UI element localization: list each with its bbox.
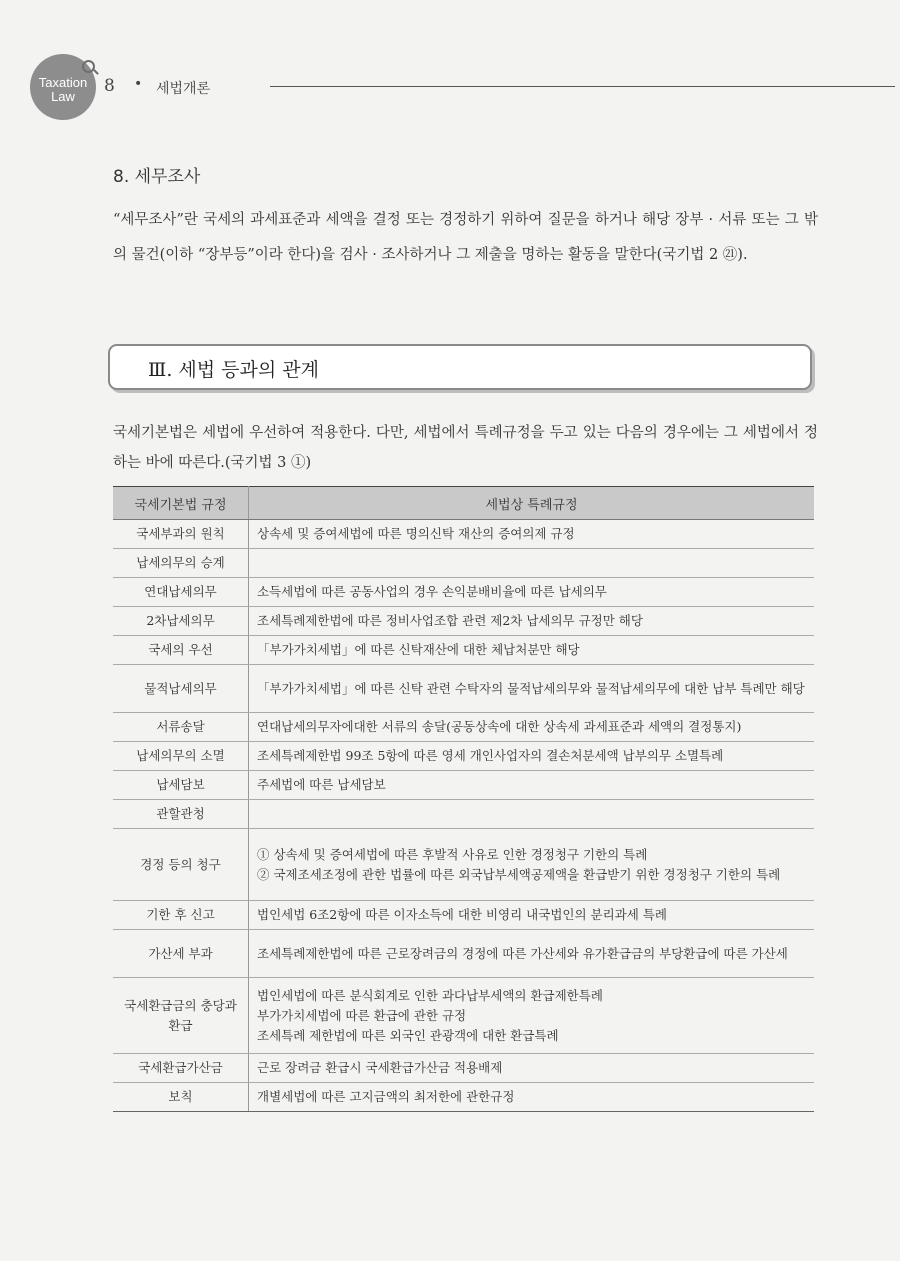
special-rule-line: 조세특례 제한법에 따른 외국인 관광객에 대한 환급특례 [257,1027,559,1043]
special-rule-line: 「부가가치세법」에 따른 신탁 관련 수탁자의 물적납세의무와 물적납세의무에 대한 납부 특례만 해당 [257,680,805,696]
table-row [113,742,814,771]
special-rule-cell [249,665,815,713]
special-rule-line: 개별세법에 따른 고지금액의 최저한에 관한규정 [257,1089,515,1104]
special-rule-cell [249,901,815,930]
section-3-paragraph: 국세기본법은 세법에 우선하여 적용한다. 다만, 세법에서 특례규정을 두고 있는 다음의 경우에는 그 세법에서 정하는 바에 따른다.(국기법 3 ①) [113,425,818,471]
table-row [113,829,814,901]
table-row [113,1054,814,1083]
basic-law-rule-cell: 납세의무의 소멸 [113,742,249,771]
special-rule-cell [249,771,815,800]
special-rules-table [113,486,814,1112]
column-header-basic-law: 국세기본법 규정 [113,487,249,520]
basic-law-rule-cell: 납세의무의 승계 [113,549,249,578]
table-row [113,1083,814,1112]
basic-law-rule-cell: 관할관청 [113,800,249,829]
section-8-paragraph: “세무조사”란 국세의 과세표준과 세액을 결정 또는 경정하기 위하여 질문을 하거나 해당 장부 · 서류 또는 그 밖의 물건(이하 “장부등”이라 한다)을 검사 · 조사하거나 그 제출을 명하는 활동을 말한다(국기법 2 ㉑). [113,212,818,263]
special-rule-line: 부가가치세법에 따른 환급에 관한 규정 [257,1007,467,1023]
basic-law-rule-cell: 물적납세의무 [113,665,249,713]
special-rule-line: 법인세법에 따른 분식회계로 인한 과다납부세액의 환급제한특례 [257,987,603,1003]
table-row [113,771,814,800]
table-row [113,520,814,549]
special-rule-line: 소득세법에 따른 공동사업의 경우 손익분배비율에 따른 납세의무 [257,584,607,599]
special-rule-line: 법인세법 6조2항에 따른 이자소득에 대한 비영리 내국법인의 분리과세 특례 [257,907,667,922]
table-row [113,800,814,829]
basic-law-rule-cell: 2차납세의무 [113,607,249,636]
special-rule-line: 상속세 및 증여세법에 따른 명의신탁 재산의 증여의제 규정 [257,526,575,541]
column-header-special-rules: 세법상 특례규정 [249,487,815,520]
special-rule-cell [249,742,815,771]
section-8-title: 8. 세무조사 [113,167,201,187]
running-header-title: 세법개론 [156,81,211,97]
table-row [113,607,814,636]
basic-law-rule-cell: 국세환급금의 충당과 환급 [113,978,249,1054]
special-rule-cell [249,520,815,549]
special-rule-cell [249,713,815,742]
basic-law-rule-cell: 납세담보 [113,771,249,800]
basic-law-rule-cell: 국세부과의 원칙 [113,520,249,549]
special-rule-line: ① 상속세 및 증여세법에 따른 후발적 사유로 인한 경정청구 기한의 특례 [257,846,648,862]
special-rule-cell [249,1054,815,1083]
special-rule-cell [249,636,815,665]
section-3-banner [108,344,812,390]
special-rule-line: 조세특례제한법 99조 5항에 따른 영세 개인사업자의 결손처분세액 납부의무 소멸특례 [257,748,724,763]
table-row [113,665,814,713]
special-rule-line: 근로 장려금 환급시 국세환급가산금 적용배제 [257,1060,503,1075]
logo-line-1: Taxation [38,75,88,90]
special-rule-cell [249,607,815,636]
logo-text [30,76,96,104]
special-rule-line: 연대납세의무자에대한 서류의 송달(공동상속에 대한 상속세 과세표준과 세액의 결정통지) [257,719,742,734]
special-rule-cell [249,978,815,1054]
table-row [113,978,814,1054]
basic-law-rule-cell: 서류송달 [113,713,249,742]
basic-law-rule-cell: 국세환급가산금 [113,1054,249,1083]
header-rule [270,86,895,87]
special-rule-line: 조세특례제한법에 따른 근로장려금의 경정에 따른 가산세와 유가환급금의 부당환급에 따른 가산세 [257,945,788,961]
special-rule-cell [249,549,815,578]
special-rule-line: 「부가가치세법」에 따른 신탁재산에 대한 체납처분만 해당 [257,642,580,657]
header-bullet: • [134,76,143,92]
table-row [113,578,814,607]
special-rule-cell [249,800,815,829]
table-row [113,901,814,930]
special-rule-cell [249,829,815,901]
table-row [113,636,814,665]
table-header-row [113,487,814,520]
page-header [24,54,884,124]
special-rule-line: 조세특례제한법에 따른 정비사업조합 관련 제2차 납세의무 규정만 해당 [257,613,643,628]
table-row [113,713,814,742]
page-number: 8 [104,76,115,96]
basic-law-rule-cell: 가산세 부과 [113,930,249,978]
basic-law-rule-cell: 기한 후 신고 [113,901,249,930]
logo-line-2: Law [51,89,75,104]
special-rule-cell [249,930,815,978]
special-rule-cell [249,1083,815,1112]
basic-law-rule-cell: 보칙 [113,1083,249,1112]
section-3-title: Ⅲ. 세법 등과의 관계 [148,359,319,381]
magnifier-icon [82,60,95,73]
table-row [113,549,814,578]
table-row [113,930,814,978]
basic-law-rule-cell: 국세의 우선 [113,636,249,665]
basic-law-rule-cell: 연대납세의무 [113,578,249,607]
special-rule-line: 주세법에 따른 납세담보 [257,777,386,792]
special-rule-line: ② 국제조세조정에 관한 법률에 따른 외국납부세액공제액을 환급받기 위한 경정청구 기한의 특례 [257,866,781,882]
basic-law-rule-cell: 경정 등의 청구 [113,829,249,901]
special-rule-cell [249,578,815,607]
